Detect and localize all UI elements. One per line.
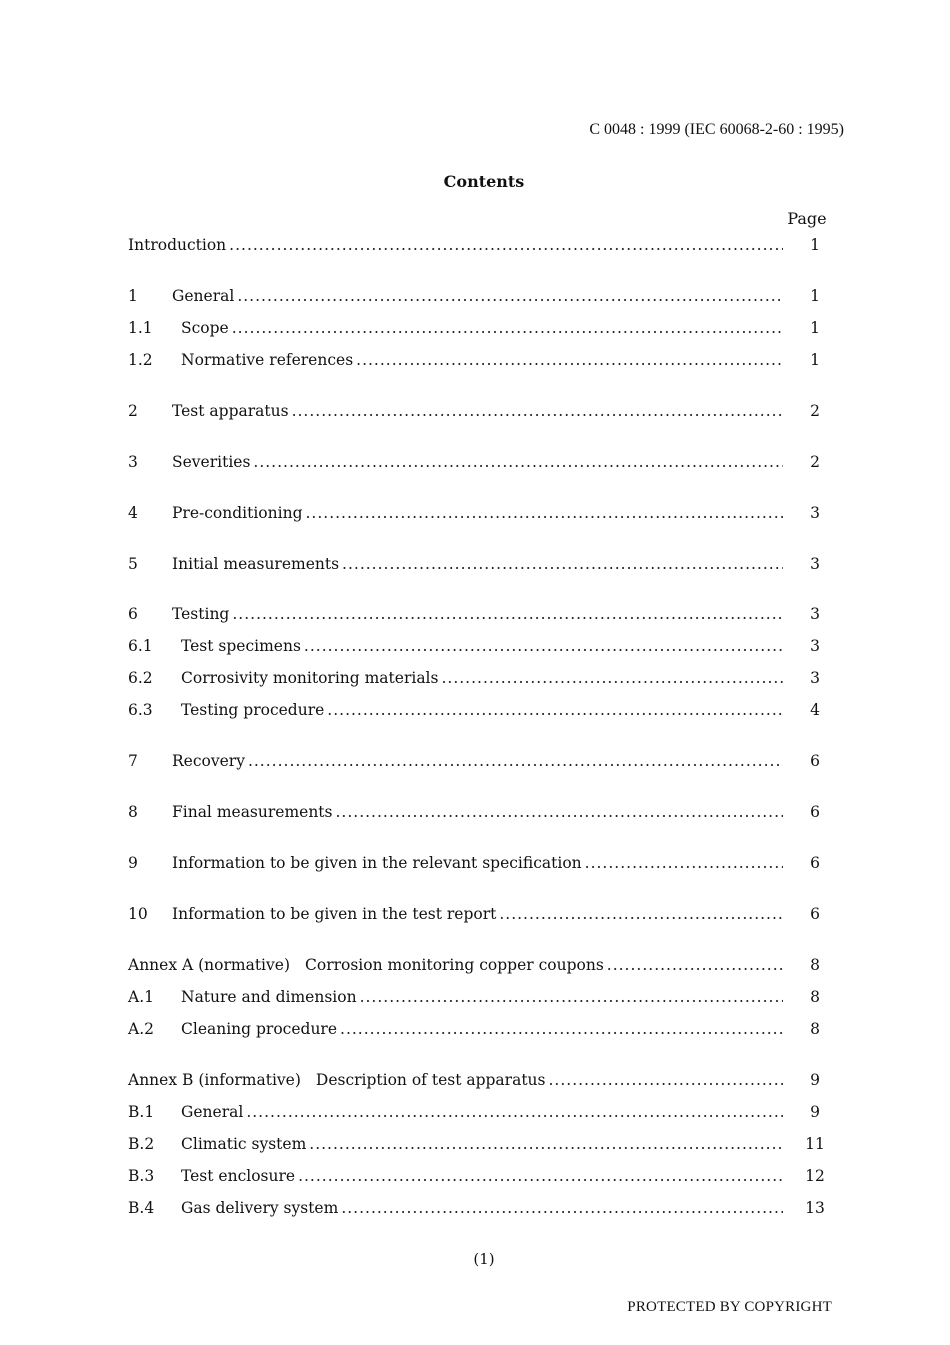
toc-entry-number: A.1 (128, 988, 154, 1006)
toc-entry-title: Testing (172, 605, 230, 623)
toc-entry-number: B.3 (128, 1167, 155, 1185)
toc-entry-page: 11 (805, 1135, 825, 1153)
toc-entry-page: 6 (810, 854, 820, 872)
toc-entry-title: Test specimens (181, 637, 301, 655)
toc-entry-1-2[interactable] (128, 351, 828, 373)
toc-entry-page: 4 (810, 701, 820, 719)
toc-entry-number: 6.3 (128, 701, 153, 719)
toc-entry-page: 1 (810, 319, 820, 337)
toc-entry-title: Information to be given in the relevant specification (172, 854, 582, 872)
dot-leader (248, 752, 783, 770)
dot-leader (232, 605, 783, 623)
page-column-header: Page (787, 209, 827, 228)
dot-leader (232, 319, 783, 337)
dot-leader (309, 1135, 783, 1153)
toc-entry-page: 12 (805, 1167, 825, 1185)
toc-entry-page: 9 (810, 1103, 820, 1121)
toc-entry-title: Test apparatus (172, 402, 289, 420)
dot-leader (306, 504, 784, 522)
toc-entry-number: B.2 (128, 1135, 155, 1153)
toc-entry-page: 3 (810, 555, 820, 573)
toc-entry-5[interactable] (128, 555, 828, 577)
contents-title: Contents (443, 172, 525, 191)
toc-entry-annex-b[interactable] (128, 1071, 828, 1093)
dot-leader (246, 1103, 783, 1121)
toc-entry-number: 4 (128, 504, 138, 522)
toc-entry-title: Recovery (172, 752, 245, 770)
toc-entry-number: 9 (128, 854, 138, 872)
dot-leader (229, 236, 783, 254)
toc-entry-title: Testing procedure (181, 701, 325, 719)
toc-entry-number: 7 (128, 752, 138, 770)
toc-entry-8[interactable] (128, 803, 828, 825)
dot-leader (607, 956, 783, 974)
toc-entry-6-1[interactable] (128, 637, 828, 659)
toc-entry-number: 6 (128, 605, 138, 623)
toc-entry-number: B.4 (128, 1199, 155, 1217)
toc-entry-6-2[interactable] (128, 669, 828, 691)
document-id: C 0048 : 1999 (IEC 60068-2-60 : 1995) (589, 121, 844, 138)
toc-entry-title: General (181, 1103, 244, 1121)
toc-entry-page: 1 (810, 236, 820, 254)
toc-entry-title: Cleaning procedure (181, 1020, 338, 1038)
toc-entry-title: Annex A (normative) (128, 956, 290, 974)
toc-entry-page: 8 (810, 956, 820, 974)
toc-entry-number: 1.2 (128, 351, 153, 369)
dot-leader (336, 803, 784, 821)
toc-entry-page: 3 (810, 605, 820, 623)
toc-entry-annex-a[interactable] (128, 956, 828, 978)
toc-entry-title: Severities (172, 453, 251, 471)
toc-entry-10[interactable] (128, 905, 828, 927)
toc-entry-3[interactable] (128, 453, 828, 475)
toc-entry-introduction[interactable] (128, 236, 828, 258)
toc-entry-7[interactable] (128, 752, 828, 774)
dot-leader (499, 905, 783, 923)
toc-entry-page: 2 (810, 453, 820, 471)
toc-entry-title: Test enclosure (181, 1167, 296, 1185)
toc-entry-number: 1 (128, 287, 138, 305)
toc-entry-subtitle: Corrosion monitoring copper coupons (305, 956, 604, 974)
toc-entry-number: 2 (128, 402, 138, 420)
copyright-notice: PROTECTED BY COPYRIGHT (627, 1299, 832, 1315)
toc-entry-title: Final measurements (172, 803, 333, 821)
toc-entry-b-1[interactable] (128, 1103, 828, 1125)
toc-entry-title: Nature and dimension (181, 988, 357, 1006)
toc-entry-a-2[interactable] (128, 1020, 828, 1042)
toc-entry-1[interactable] (128, 287, 828, 309)
toc-entry-number: 6.2 (128, 669, 153, 687)
toc-entry-title: Climatic system (181, 1135, 307, 1153)
toc-entry-page: 6 (810, 752, 820, 770)
toc-entry-page: 6 (810, 803, 820, 821)
toc-entry-page: 9 (810, 1071, 820, 1089)
toc-entry-title: Information to be given in the test report (172, 905, 497, 923)
dot-leader (327, 701, 783, 719)
dot-leader (549, 1071, 784, 1089)
dot-leader (298, 1167, 783, 1185)
dot-leader (360, 988, 783, 1006)
dot-leader (356, 351, 783, 369)
toc-entry-title: Gas delivery system (181, 1199, 339, 1217)
toc-entry-title: Introduction (128, 236, 227, 254)
toc-entry-6[interactable] (128, 605, 828, 627)
toc-entry-9[interactable] (128, 854, 828, 876)
dot-leader (340, 1020, 783, 1038)
toc-entry-number: B.1 (128, 1103, 155, 1121)
toc-entry-2[interactable] (128, 402, 828, 424)
toc-entry-page: 6 (810, 905, 820, 923)
toc-entry-b-3[interactable] (128, 1167, 828, 1189)
toc-entry-page: 3 (810, 669, 820, 687)
toc-entry-number: 6.1 (128, 637, 153, 655)
toc-entry-1-1[interactable] (128, 319, 828, 341)
dot-leader (253, 453, 783, 471)
toc-entry-number: 3 (128, 453, 138, 471)
toc-entry-title: Initial measurements (172, 555, 340, 573)
toc-entry-page: 13 (805, 1199, 825, 1217)
toc-entry-title: Pre-conditioning (172, 504, 303, 522)
toc-entry-title: Scope (181, 319, 229, 337)
dot-leader (237, 287, 783, 305)
dot-leader (341, 1199, 783, 1217)
toc-entry-title: General (172, 287, 235, 305)
toc-entry-title: Annex B (informative) (128, 1071, 301, 1089)
dot-leader (585, 854, 783, 872)
toc-entry-page: 8 (810, 988, 820, 1006)
toc-entry-title: Corrosivity monitoring materials (181, 669, 439, 687)
toc-entry-number: 8 (128, 803, 138, 821)
toc-entry-4[interactable] (128, 504, 828, 526)
toc-entry-page: 3 (810, 637, 820, 655)
toc-entry-page: 1 (810, 351, 820, 369)
toc-entry-subtitle: Description of test apparatus (315, 1071, 546, 1089)
toc-entry-page: 8 (810, 1020, 820, 1038)
toc-entry-page: 2 (810, 402, 820, 420)
dot-leader (441, 669, 783, 687)
dot-leader (304, 637, 783, 655)
toc-entry-a-1[interactable] (128, 988, 828, 1010)
dot-leader (342, 555, 783, 573)
toc-entry-number: 5 (128, 555, 138, 573)
toc-entry-6-3[interactable] (128, 701, 828, 723)
toc-entry-b-4[interactable] (128, 1199, 828, 1221)
page-number: (1) (473, 1250, 495, 1268)
toc-entry-number: 1.1 (128, 319, 153, 337)
toc-entry-page: 3 (810, 504, 820, 522)
toc-entry-title: Normative references (181, 351, 354, 369)
toc-entry-page: 1 (810, 287, 820, 305)
toc-entry-number: A.2 (128, 1020, 154, 1038)
dot-leader (292, 402, 783, 420)
toc-entry-number: 10 (128, 905, 148, 923)
toc-entry-b-2[interactable] (128, 1135, 828, 1157)
